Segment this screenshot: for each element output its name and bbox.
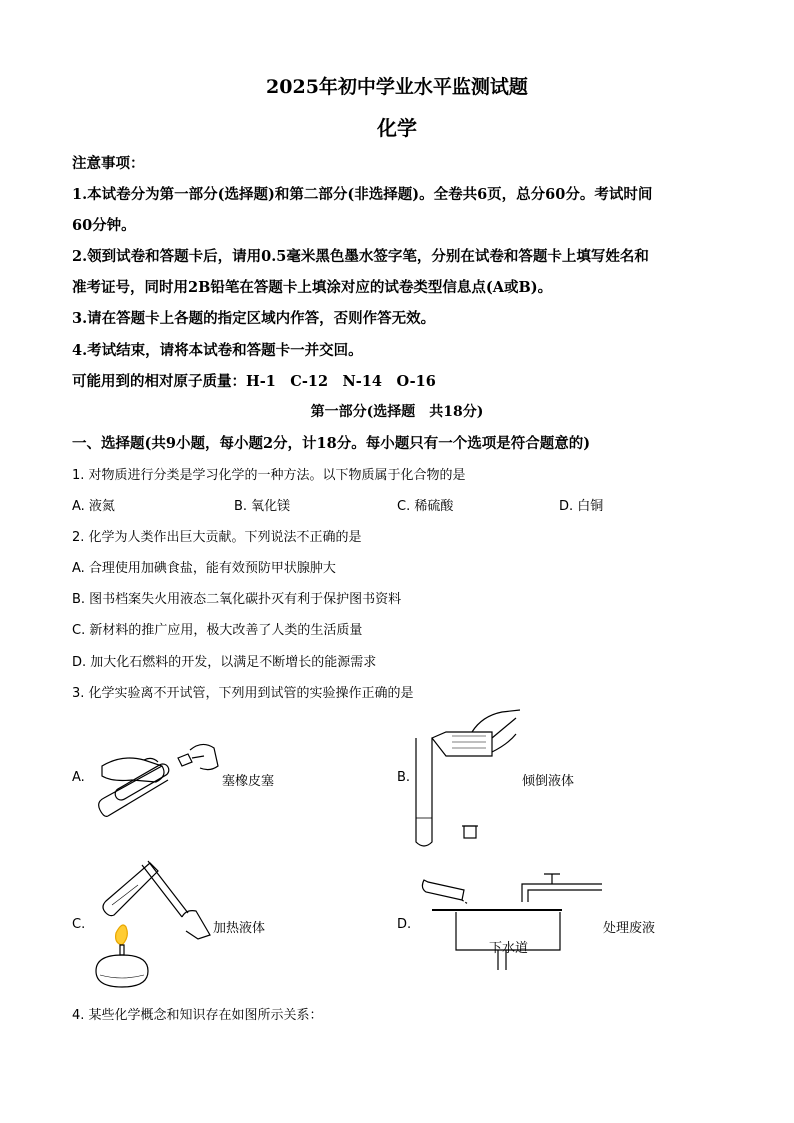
q2-option-c: C. 新材料的推广应用，极大改善了人类的生活质量 (72, 623, 363, 638)
q3-option-c-letter: C. (72, 917, 86, 932)
question-4-stem: 4. 某些化学概念和知识存在如图所示关系： (72, 1008, 323, 1023)
question-1-stem: 1. 对物质进行分类是学习化学的一种方法。以下物质属于化合物的是 (72, 468, 466, 483)
part-heading: 第一部分(选择题 共18分) (310, 404, 484, 420)
q3-option-b-caption: 倾倒液体 (522, 774, 575, 789)
note-line: 1.本试卷分为第一部分(选择题)和第二部分(非选择题)。全卷共6页，总分60分。考试时间 (72, 186, 653, 203)
q2-option-b: B. 图书档案失火用液态二氧化碳扑灭有利于保护图书资料 (72, 592, 402, 607)
note-line: 3.请在答题卡上各题的指定区域内作答，否则作答无效。 (72, 310, 436, 327)
q2-option-d: D. 加大化石燃料的开发，以满足不断增长的能源需求 (72, 655, 377, 670)
q3-option-d-letter: D. (397, 917, 412, 932)
note-line: 2.领到试卷和答题卡后，请用0.5毫米黑色墨水签字笔，分别在试卷和答题卡上填写姓名和 (72, 248, 649, 265)
note-line: 准考证号，同时用2B铅笔在答题卡上填涂对应的试卷类型信息点(A或B)。 (72, 279, 553, 296)
question-3-stem: 3. 化学实验离不开试管，下列用到试管的实验操作正确的是 (72, 686, 414, 701)
heat-liquid-illustration (86, 857, 212, 991)
dispose-waste-illustration (418, 870, 606, 974)
q3-option-d-caption: 处理废液 (603, 921, 656, 936)
notes-heading: 注意事项： (72, 155, 145, 172)
q1-option-c: C. 稀硫酸 (397, 499, 454, 514)
q1-option-b: B. 氧化镁 (234, 499, 291, 514)
page-title: 2025年初中学业水平监测试题 (266, 76, 528, 98)
q3-option-a-letter: A. (72, 770, 85, 785)
q3-option-a-caption: 塞橡皮塞 (222, 774, 275, 789)
q1-option-d: D. 白铜 (559, 499, 604, 514)
note-line: 4.考试结束，请将本试卷和答题卡一并交回。 (72, 342, 363, 359)
question-2-stem: 2. 化学为人类作出巨大贡献。下列说法不正确的是 (72, 530, 362, 545)
q1-option-a: A. 液氮 (72, 499, 115, 514)
subject-title: 化学 (377, 116, 417, 140)
q3-option-b-letter: B. (397, 770, 411, 785)
section-heading: 一、选择题(共9小题，每小题2分，计18分。每小题只有一个选项是符合题意的) (72, 435, 591, 452)
q3-option-c-caption: 加热液体 (213, 921, 266, 936)
pour-liquid-illustration (412, 708, 527, 850)
insert-stopper-illustration (92, 736, 222, 822)
q2-option-a: A. 合理使用加碘食盐，能有效预防甲状腺肿大 (72, 561, 336, 576)
note-line: 60分钟。 (72, 217, 136, 234)
q3-option-d-label: 下水道 (489, 941, 529, 956)
atomic-mass-line: 可能用到的相对原子质量：H-1 C-12 N-14 O-16 (72, 373, 436, 390)
